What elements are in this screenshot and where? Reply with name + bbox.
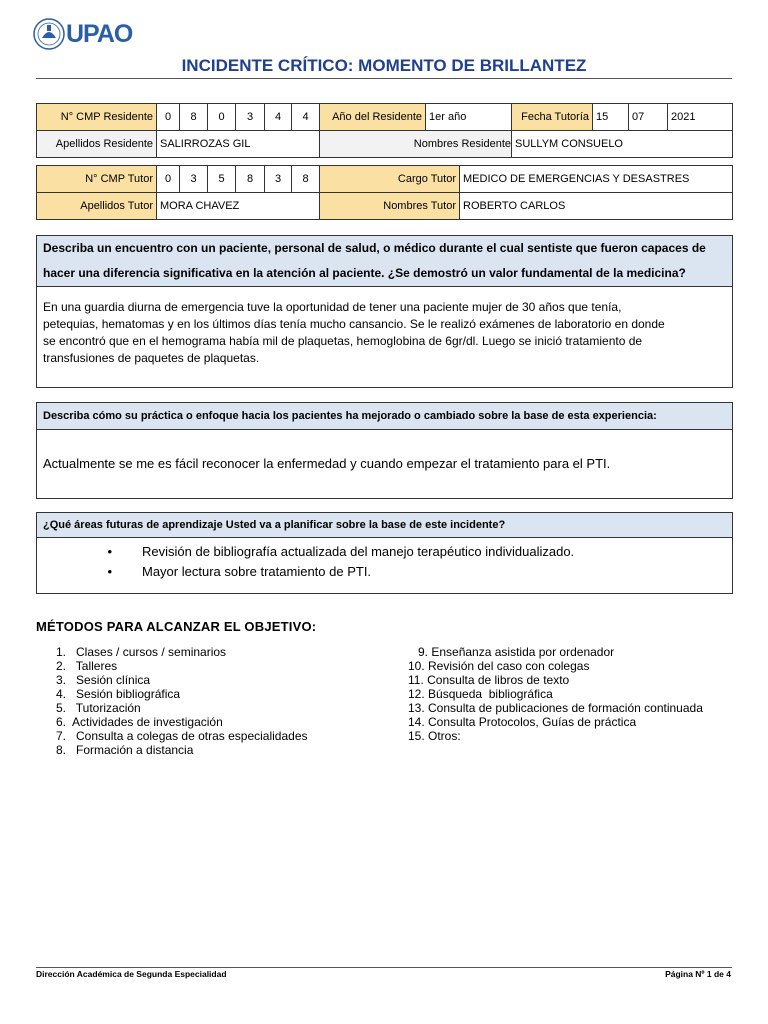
bullet-item (37, 542, 732, 562)
cmp-residente-digit[interactable]: 0 (157, 104, 180, 131)
anio-residente-label: Año del Residente (320, 104, 426, 131)
question-1-line: hacer una diferencia significativa en la atención al paciente. ¿Se demostró un valor fundamental de la medicina? (43, 266, 686, 280)
title-divider (36, 78, 732, 79)
metodo-item: 7. Consulta a colegas de otras especialidades (56, 729, 308, 743)
anio-residente-value[interactable]: 1er año (426, 104, 512, 131)
question-1-box (36, 235, 733, 388)
cargo-tutor-label: Cargo Tutor (320, 166, 460, 193)
apellidos-tutor-value[interactable]: MORA CHAVEZ (157, 193, 320, 220)
apellidos-residente-label: Apellidos Residente (37, 131, 157, 158)
apellidos-tutor-label: Apellidos Tutor (37, 193, 157, 220)
bullet-item (37, 562, 732, 582)
question-3-header: ¿Qué áreas futuras de aprendizaje Usted va a planificar sobre la base de este incidente? (37, 513, 732, 538)
question-3-answer[interactable] (37, 538, 732, 582)
metodo-item: 10. Revisión del caso con colegas (408, 659, 590, 673)
answer-line: petequias, hematomas y en los últimos días tenía mucho cansancio. Se le realizó exámenes de laboratorio en donde (43, 317, 665, 331)
nombres-residente-value[interactable]: SULLYM CONSUELO (512, 131, 733, 158)
question-2-answer[interactable]: Actualmente se me es fácil reconocer la enfermedad y cuando empezar el tratamiento para el PTI. (43, 456, 611, 471)
metodo-item: 8. Formación a distancia (56, 743, 194, 757)
cmp-residente-digit[interactable]: 3 (236, 104, 265, 131)
footer-divider (36, 967, 732, 968)
metodos-list-left (56, 645, 308, 757)
cmp-residente-digit[interactable]: 8 (180, 104, 208, 131)
fecha-anio[interactable]: 2021 (668, 104, 733, 131)
metodo-item: 9. Enseñanza asistida por ordenador (408, 645, 615, 659)
upao-logo (33, 14, 132, 54)
apellidos-residente-value[interactable]: SALIRROZAS GIL (157, 131, 320, 158)
metodo-item: 1. Clases / cursos / seminarios (56, 645, 227, 659)
fecha-dia[interactable]: 15 (593, 104, 629, 131)
question-1-line: Describa un encuentro con un paciente, personal de salud, o médico durante el cual sentiste que fueron capaces de (43, 241, 706, 255)
metodo-item: 2. Talleres (56, 659, 118, 673)
metodo-item: 15. Otros: (408, 729, 461, 743)
cmp-tutor-digit[interactable]: 3 (265, 166, 292, 193)
metodo-item: 13. Consulta de publicaciones de formación continuada (408, 701, 703, 715)
footer-department: Dirección Académica de Segunda Especialidad (36, 969, 227, 979)
cmp-tutor-label: N° CMP Tutor (37, 166, 157, 193)
question-2-header: Describa cómo su práctica o enfoque hacia los pacientes ha mejorado o cambiado sobre la base de esta experiencia: (37, 403, 732, 430)
answer-line: transfusiones de paquetes de plaquetas. (43, 351, 260, 365)
question-3-box (36, 512, 733, 594)
cmp-tutor-digit[interactable]: 3 (180, 166, 208, 193)
fecha-mes[interactable]: 07 (629, 104, 668, 131)
residente-table (36, 103, 733, 158)
cmp-tutor-digit[interactable]: 8 (236, 166, 265, 193)
cmp-tutor-digit[interactable]: 5 (208, 166, 236, 193)
metodo-item: 11. Consulta de libros de texto (408, 673, 570, 687)
question-1-header (37, 236, 732, 287)
metodo-item: 14. Consulta Protocolos, Guías de práctica (408, 715, 637, 729)
nombres-tutor-value[interactable]: ROBERTO CARLOS (460, 193, 733, 220)
metodos-list-right (408, 645, 703, 743)
answer-line: En una guardia diurna de emergencia tuve la oportunidad de tener una paciente mujer de 30 años que tenía, (43, 300, 622, 314)
bullet-text: Revisión de bibliografía actualizada del manejo terapéutico individualizado. (142, 544, 575, 559)
cmp-residente-digit[interactable]: 0 (208, 104, 236, 131)
cmp-residente-digit[interactable]: 4 (292, 104, 320, 131)
cmp-residente-label: N° CMP Residente (37, 104, 157, 131)
question-2-box (36, 402, 733, 499)
metodo-item: 12. Búsqueda bibliográfica (408, 687, 553, 701)
bullet-icon: • (107, 564, 112, 579)
nombres-residente-label: Nombres Residente (320, 131, 512, 158)
answer-line: se encontró que en el hemograma había mil de plaquetas, hemoglobina de 6gr/dl. Luego se inició tratamiento de (43, 334, 643, 348)
university-seal-icon (33, 16, 65, 52)
tutor-table (36, 165, 733, 220)
metodo-item: 3. Sesión clínica (56, 673, 151, 687)
question-1-answer[interactable] (37, 287, 732, 367)
metodos-title: MÉTODOS PARA ALCANZAR EL OBJETIVO: (36, 619, 317, 634)
page-title: INCIDENTE CRÍTICO: MOMENTO DE BRILLANTEZ (181, 56, 587, 75)
cmp-residente-digit[interactable]: 4 (265, 104, 292, 131)
bullet-text: Mayor lectura sobre tratamiento de PTI. (142, 564, 372, 579)
metodo-item: 4. Sesión bibliográfica (56, 687, 181, 701)
footer-page-number: Página Nº 1 de 4 (665, 969, 731, 979)
metodo-item: 5. Tutorización (56, 701, 141, 715)
metodo-item: 6. Actividades de investigación (56, 715, 223, 729)
nombres-tutor-label: Nombres Tutor (320, 193, 460, 220)
bullet-icon: • (107, 544, 112, 559)
cmp-tutor-digit[interactable]: 8 (292, 166, 320, 193)
cargo-tutor-value[interactable]: MEDICO DE EMERGENCIAS Y DESASTRES (460, 166, 733, 193)
logo-text: UPAO (66, 19, 133, 48)
fecha-tutoria-label: Fecha Tutoría (512, 104, 593, 131)
cmp-tutor-digit[interactable]: 0 (157, 166, 180, 193)
